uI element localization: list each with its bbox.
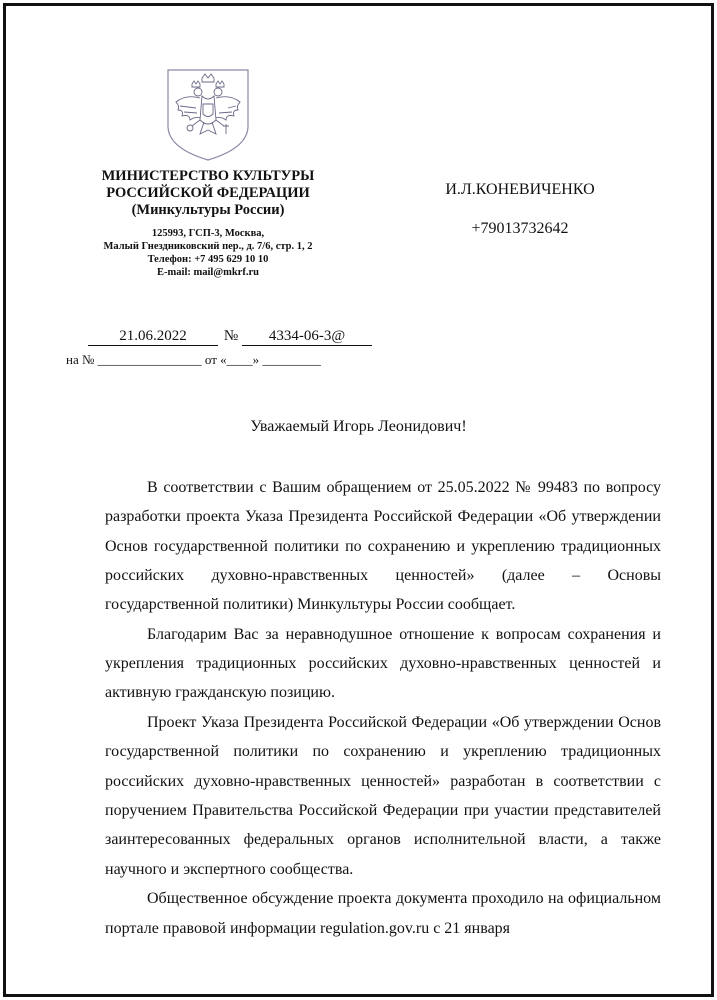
address-line-2: Малый Гнездниковский пер., д. 7/6, стр. 1, 2 (103, 241, 313, 252)
paragraph: В соответствии с Вашим обращением от 25.05.2022 № 99483 по вопросу разработки проекта Указа Президента Российской Федерации «Об утверждении Основ государственной политики по сохранению и укреплению традиционных российских духовно-нравственных ценностей» (далее – Основы государственной политики) Минкультуры России сообщает. (105, 479, 661, 614)
ministry-short-name: (Минкультуры России) (131, 202, 285, 218)
addressee-block (430, 180, 610, 239)
paragraph: Проект Указа Президента Российской Федерации «Об утверждении Основ государственной политики по сохранению и укреплению традиционных российских духовно-нравственных ценностей» разработан в соответствии с поручением Правительства Российской Федерации при участии представителей заинтересованных федеральных органов исполнительной власти, а также научного и экспертного сообщества. (105, 714, 661, 878)
ministry-line-1: МИНИСТЕРСТВО КУЛЬТУРЫ (101, 168, 315, 184)
ministry-line-2: РОССИЙСКОЙ ФЕДЕРАЦИИ (106, 185, 310, 201)
greeting: Уважаемый Игорь Леонидович! (250, 418, 467, 435)
reference-line: на № ________________ от «____» _________ (66, 352, 321, 367)
addressee-phone: +79013732642 (471, 220, 569, 237)
registration-date: 21.06.2022 (88, 328, 218, 346)
address-email: E-mail: mail@mkrf.ru (157, 267, 259, 278)
registration-number: 4334-06-3@ (242, 328, 372, 346)
paragraph: Благодарим Вас за неравнодушное отношение к вопросам сохранения и укрепления традиционных российских духовно-нравственных ценностей и активную гражданскую позицию. (105, 625, 661, 702)
ministry-name (80, 168, 336, 219)
letter-body (105, 473, 661, 943)
address-line-1: 125993, ГСП-3, Москва, (151, 228, 265, 239)
coat-of-arms-icon (166, 68, 250, 162)
addressee-name: И.Л.КОНЕВИЧЕНКО (445, 181, 595, 198)
address-phone: Телефон: +7 495 629 10 10 (147, 254, 269, 265)
registration-number-label: № (223, 328, 239, 344)
registration-line (88, 328, 378, 348)
paragraph: Общественное обсуждение проекта документа проходило на официальном портале правовой информации regulation.gov.ru с 21 января (105, 890, 661, 937)
ministry-address (80, 227, 336, 279)
